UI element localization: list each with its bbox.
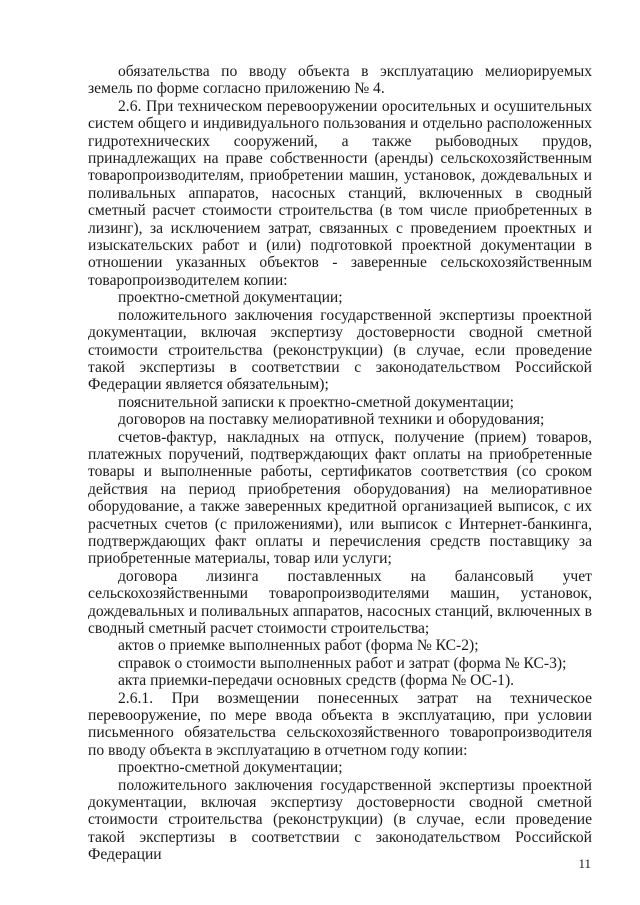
page-number: 11 — [578, 856, 591, 871]
body-text — [88, 63, 592, 864]
list-item: счетов-фактур, накладных на отпуск, получение (прием) товаров, платежных поручений, подтверждающих факт оплаты на приобретенные товары и выполненные работы, сертификатов соответствия (со сроком действия на период приобретения оборудования) на мелиоративное оборудование, а также заверенных кредитной организацией выписок, с их расчетных счетов (с приложениями), или выписок с Интернет-банкинга, подтверждающих факт оплаты и перечисления средств поставщику за приобретенные материалы, товар или услуги; — [88, 428, 592, 568]
list-item: договоров на поставку мелиоративной техники и оборудования; — [118, 411, 545, 429]
list-item: положительного заключения государственной экспертизы проектной документации, включая экспертизу достоверности сводной сметной стоимости строительства (реконструкции) (в случае, если проведение такой экспертизы в соответствии с законодательством Российской Федерации является обязательным); — [88, 306, 592, 394]
paragraph-continuation: обязательства по вводу объекта в эксплуатацию мелиорируемых земель по форме согласно приложению № 4. — [88, 63, 592, 98]
paragraph-2-6-1: 2.6.1. При возмещении понесенных затрат на техническое перевооружение, по мере ввода объекта в эксплуатацию, при условии письменного обязательства сельскохозяйственного товаропроизводителя по вводу объекта в эксплуатацию в отчетном году копии: — [88, 689, 592, 759]
list-item: актов о приемке выполненных работ (форма № КС-2); — [118, 637, 479, 655]
list-item: проектно-сметной документации; — [118, 759, 343, 777]
list-item: проектно-сметной документации; — [118, 289, 343, 307]
paragraph-2-6: 2.6. При техническом перевооружении оросительных и осушительных систем общего и индивидуального пользования и отдельно расположенных гидротехнических сооружений, а также рыбоводных прудов, принадлежащих на праве собственности (аренды) сельскохозяйственным товаропроизводителям, приобретении машин, установок, дождевальных и поливальных аппаратов, насосных станций, включенных в сводный сметный расчет стоимости строительства (в том числе приобретенных в лизинг), за исключением затрат, связанных с проведением проектных и изыскательских работ и (или) подготовкой проектной документации в отношении указанных объектов - заверенные сельскохозяйственным товаропроизводителем копии: — [88, 97, 592, 289]
list-item: положительного заключения государственной экспертизы проектной документации, включая экспертизу достоверности сводной сметной стоимости строительства (реконструкции) (в случае, если проведение такой экспертизы в соответствии с законодательством Российской Федерации — [88, 776, 592, 864]
list-item: справок о стоимости выполненных работ и затрат (форма № КС-3); — [118, 654, 567, 672]
list-item: пояснительной записки к проектно-сметной документации; — [118, 393, 515, 411]
list-item: договора лизинга поставленных на балансовый учет сельскохозяйственными товаропроизводителями машин, установок, дождевальных и поливальных аппаратов, насосных станций, включенных в сводный сметный расчет стоимости строительства; — [88, 567, 592, 637]
list-item: акта приемки-передачи основных средств (форма № ОС-1). — [118, 672, 515, 690]
